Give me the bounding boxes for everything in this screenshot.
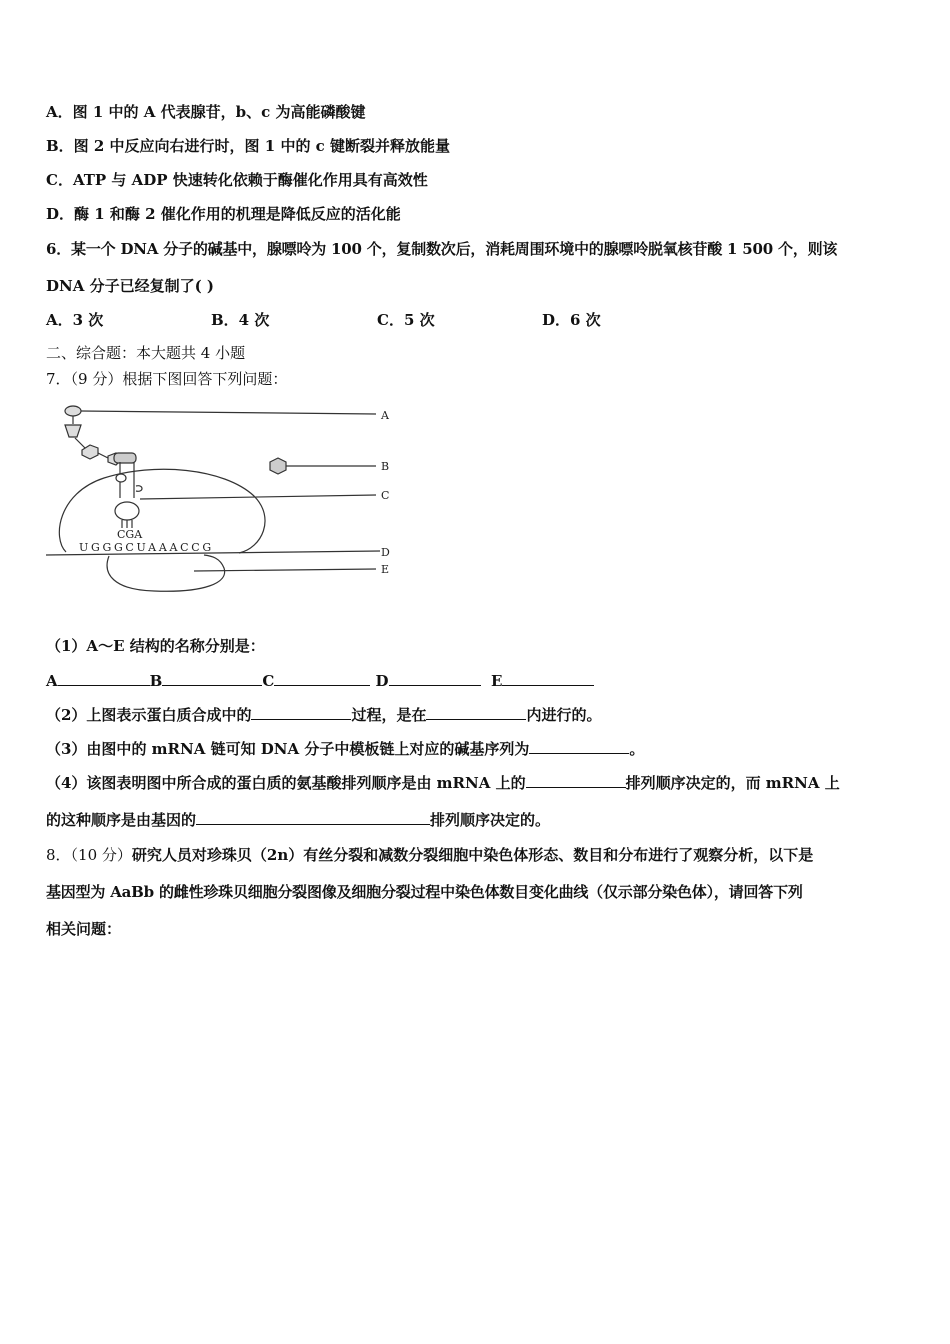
- q6-option-c: C．5 次: [377, 311, 435, 329]
- q5-option-d: D．酶 1 和酶 2 催化作用的机理是降低反应的活化能: [46, 205, 401, 223]
- answer-label-c: C: [262, 672, 275, 690]
- q6-stem-line2: DNA 分子已经复制了( ): [46, 277, 214, 295]
- ribosome-small-subunit: [107, 555, 225, 591]
- q7-part4-text-a: （4）该图表明图中所合成的蛋白质的氨基酸排列顺序是由 mRNA 上的: [46, 774, 526, 792]
- section-heading: 二、综合题：本大题共 4 小题: [46, 344, 246, 362]
- answer-blank-d[interactable]: [389, 670, 481, 686]
- figure-label-a: A: [381, 409, 389, 422]
- figure-label-d: D: [381, 546, 390, 559]
- translation-diagram: [44, 398, 404, 607]
- figure-label-b: B: [381, 460, 390, 473]
- figure-label-c: C: [381, 489, 390, 502]
- q7-part1-answers: [46, 670, 594, 691]
- answer-label-b: B: [149, 672, 163, 690]
- q6-option-d: D．6 次: [542, 311, 601, 329]
- answer-blank-b[interactable]: [162, 670, 262, 686]
- amino-acid-1: [65, 406, 81, 416]
- q8-stem-line2: 基因型为 AaBb 的雌性珍珠贝细胞分裂图像及细胞分裂过程中染色体数目变化曲线（仅示部分染色体），请回答下列: [46, 883, 803, 901]
- q6-option-b: B．4 次: [211, 311, 270, 329]
- q7-part2-blank-1[interactable]: [251, 704, 351, 720]
- q7-part2-text-b: 过程，是在: [351, 706, 427, 724]
- q7-part2: [46, 704, 601, 725]
- q7-part4-line2: [46, 809, 550, 830]
- anticodon-label: CGA: [117, 528, 143, 541]
- answer-blank-e[interactable]: [502, 670, 594, 686]
- q8-stem-line3: 相关问题：: [46, 920, 122, 938]
- q7-part3: [46, 738, 644, 759]
- q7-part2-text-a: （2）上图表示蛋白质合成中的: [46, 706, 252, 724]
- q7-part4-blank-1[interactable]: [526, 772, 626, 788]
- amino-acid-2: [65, 425, 81, 437]
- answer-blank-a[interactable]: [58, 670, 150, 686]
- q7-part4-line1: [46, 772, 840, 793]
- answer-label-d: D: [375, 672, 389, 690]
- q5-option-b: B．图 2 中反应向右进行时，图 1 中的 c 键断裂并释放能量: [46, 137, 451, 155]
- amino-acid-5: [114, 453, 136, 463]
- q7-part4-text-b: 排列顺序决定的，而 mRNA 上: [625, 774, 840, 792]
- q7-part1: （1）A～E 结构的名称分别是：: [46, 637, 265, 655]
- q7-title: 7．（9 分）根据下图回答下列问题：: [46, 370, 288, 388]
- q5-option-c: C．ATP 与 ADP 快速转化依赖于酶催化作用具有高效性: [46, 171, 428, 189]
- q7-part3-text-a: （3）由图中的 mRNA 链可知 DNA 分子中模板链上对应的碱基序列为: [46, 740, 530, 758]
- q7-part4-text-d: 排列顺序决定的。: [430, 811, 551, 829]
- q8-number: 8．（10 分）: [46, 846, 132, 864]
- q8-stem-line1: [46, 845, 813, 865]
- q7-part4-text-c: 的这种顺序是由基因的: [46, 811, 197, 829]
- q7-part3-text-b: 。: [629, 740, 645, 758]
- figure-label-e: E: [381, 563, 390, 576]
- answer-label-e: E: [490, 672, 503, 690]
- q8-stem-text-1: 研究人员对珍珠贝（2n）有丝分裂和减数分裂细胞中染色体形态、数目和分布进行了观察分析，以下是: [131, 846, 814, 864]
- q7-part3-blank[interactable]: [529, 738, 629, 754]
- answer-label-a: A: [46, 672, 58, 690]
- mrna-sequence-label: UGGGCUAAACCG: [79, 541, 214, 554]
- q7-part2-text-c: 内进行的。: [526, 706, 602, 724]
- free-amino-acid: [270, 458, 286, 474]
- q7-part2-blank-2[interactable]: [426, 704, 526, 720]
- q6-stem-line1: 6．某一个 DNA 分子的碱基中，腺嘌呤为 100 个，复制数次后，消耗周围环境中的腺嘌呤脱氧核苷酸 1 500 个，则该: [46, 240, 838, 258]
- q7-part4-blank-2[interactable]: [196, 809, 430, 825]
- q6-option-a: A．3 次: [46, 311, 104, 329]
- q5-option-a: A．图 1 中的 A 代表腺苷，b、c 为高能磷酸键: [46, 103, 366, 121]
- answer-blank-c[interactable]: [274, 670, 370, 686]
